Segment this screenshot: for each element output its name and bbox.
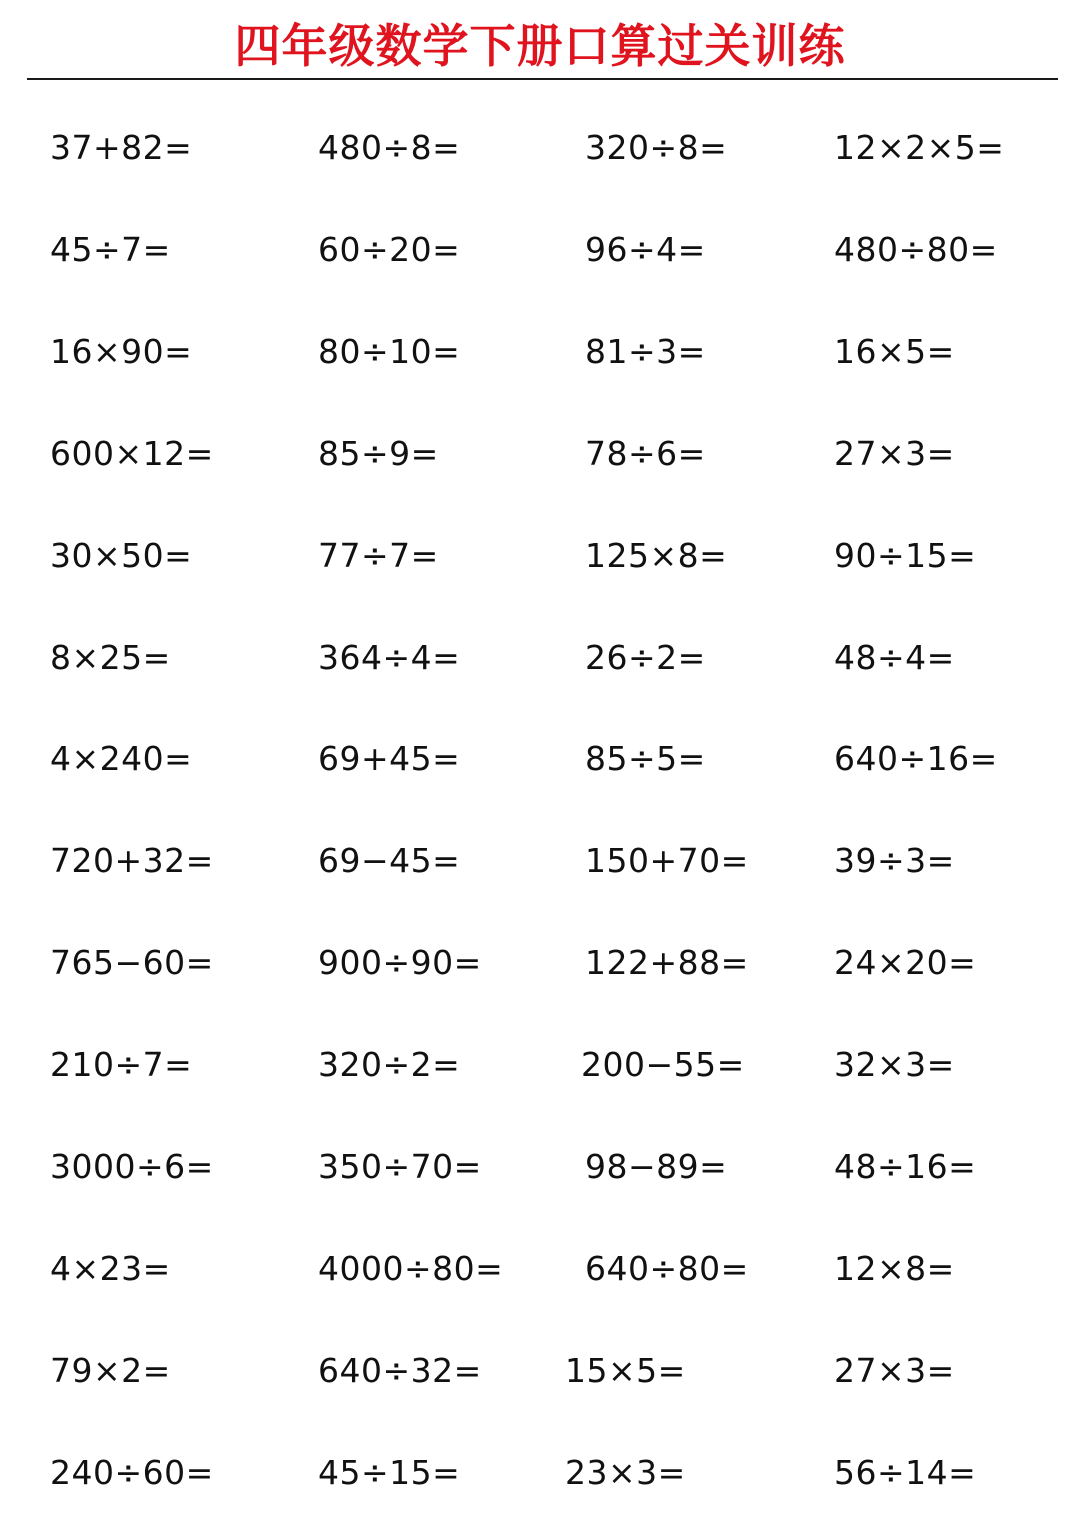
problem-r11-c1: 3000÷6= bbox=[50, 1147, 214, 1186]
problem-r13-c4: 27×3= bbox=[834, 1351, 955, 1390]
problem-r1-c2: 480÷8= bbox=[318, 128, 461, 167]
problem-r4-c1: 600×12= bbox=[50, 434, 214, 473]
problem-r3-c4: 16×5= bbox=[834, 332, 955, 371]
problem-r6-c1: 8×25= bbox=[50, 638, 171, 677]
problem-r2-c4: 480÷80= bbox=[834, 230, 998, 269]
problem-r2-c1: 45÷7= bbox=[50, 230, 171, 269]
problem-r6-c4: 48÷4= bbox=[834, 638, 955, 677]
problem-r11-c3: 98−89= bbox=[585, 1147, 728, 1186]
problem-r8-c3: 150+70= bbox=[585, 841, 749, 880]
problem-r7-c4: 640÷16= bbox=[834, 739, 998, 778]
problem-r11-c4: 48÷16= bbox=[834, 1147, 977, 1186]
problem-r10-c3: 200−55= bbox=[581, 1045, 745, 1084]
problem-r14-c3: 23×3= bbox=[565, 1453, 686, 1492]
problem-r2-c2: 60÷20= bbox=[318, 230, 461, 269]
problem-r7-c3: 85÷5= bbox=[585, 739, 706, 778]
problem-r13-c2: 640÷32= bbox=[318, 1351, 482, 1390]
problem-r14-c2: 45÷15= bbox=[318, 1453, 461, 1492]
problem-r14-c1: 240÷60= bbox=[50, 1453, 214, 1492]
problem-r9-c2: 900÷90= bbox=[318, 943, 482, 982]
problem-r7-c2: 69+45= bbox=[318, 739, 461, 778]
worksheet-title: 四年级数学下册口算过关训练 bbox=[234, 19, 846, 73]
problem-r10-c4: 32×3= bbox=[834, 1045, 955, 1084]
problem-r12-c4: 12×8= bbox=[834, 1249, 955, 1288]
problem-r12-c3: 640÷80= bbox=[585, 1249, 749, 1288]
problem-r4-c4: 27×3= bbox=[834, 434, 955, 473]
problem-r1-c3: 320÷8= bbox=[585, 128, 728, 167]
problem-r13-c1: 79×2= bbox=[50, 1351, 171, 1390]
problem-r10-c2: 320÷2= bbox=[318, 1045, 461, 1084]
problem-r5-c1: 30×50= bbox=[50, 536, 193, 575]
problem-r13-c3: 15×5= bbox=[565, 1351, 686, 1390]
problem-r7-c1: 4×240= bbox=[50, 739, 193, 778]
problem-r9-c3: 122+88= bbox=[585, 943, 749, 982]
problem-r12-c2: 4000÷80= bbox=[318, 1249, 504, 1288]
problem-r5-c4: 90÷15= bbox=[834, 536, 977, 575]
problem-r9-c1: 765−60= bbox=[50, 943, 214, 982]
problem-r3-c1: 16×90= bbox=[50, 332, 193, 371]
problem-r14-c4: 56÷14= bbox=[834, 1453, 977, 1492]
problem-r5-c2: 77÷7= bbox=[318, 536, 439, 575]
problem-r12-c1: 4×23= bbox=[50, 1249, 171, 1288]
problem-r1-c1: 37+82= bbox=[50, 128, 193, 167]
problem-r11-c2: 350÷70= bbox=[318, 1147, 482, 1186]
problem-r3-c3: 81÷3= bbox=[585, 332, 706, 371]
problem-r6-c3: 26÷2= bbox=[585, 638, 706, 677]
problem-r4-c3: 78÷6= bbox=[585, 434, 706, 473]
problem-r1-c4: 12×2×5= bbox=[834, 128, 1005, 167]
problem-r8-c2: 69−45= bbox=[318, 841, 461, 880]
problem-r4-c2: 85÷9= bbox=[318, 434, 439, 473]
problem-r2-c3: 96÷4= bbox=[585, 230, 706, 269]
problem-r8-c4: 39÷3= bbox=[834, 841, 955, 880]
problem-r8-c1: 720+32= bbox=[50, 841, 214, 880]
problem-r9-c4: 24×20= bbox=[834, 943, 977, 982]
problem-r3-c2: 80÷10= bbox=[318, 332, 461, 371]
problem-r10-c1: 210÷7= bbox=[50, 1045, 193, 1084]
problem-r6-c2: 364÷4= bbox=[318, 638, 461, 677]
problem-r5-c3: 125×8= bbox=[585, 536, 728, 575]
